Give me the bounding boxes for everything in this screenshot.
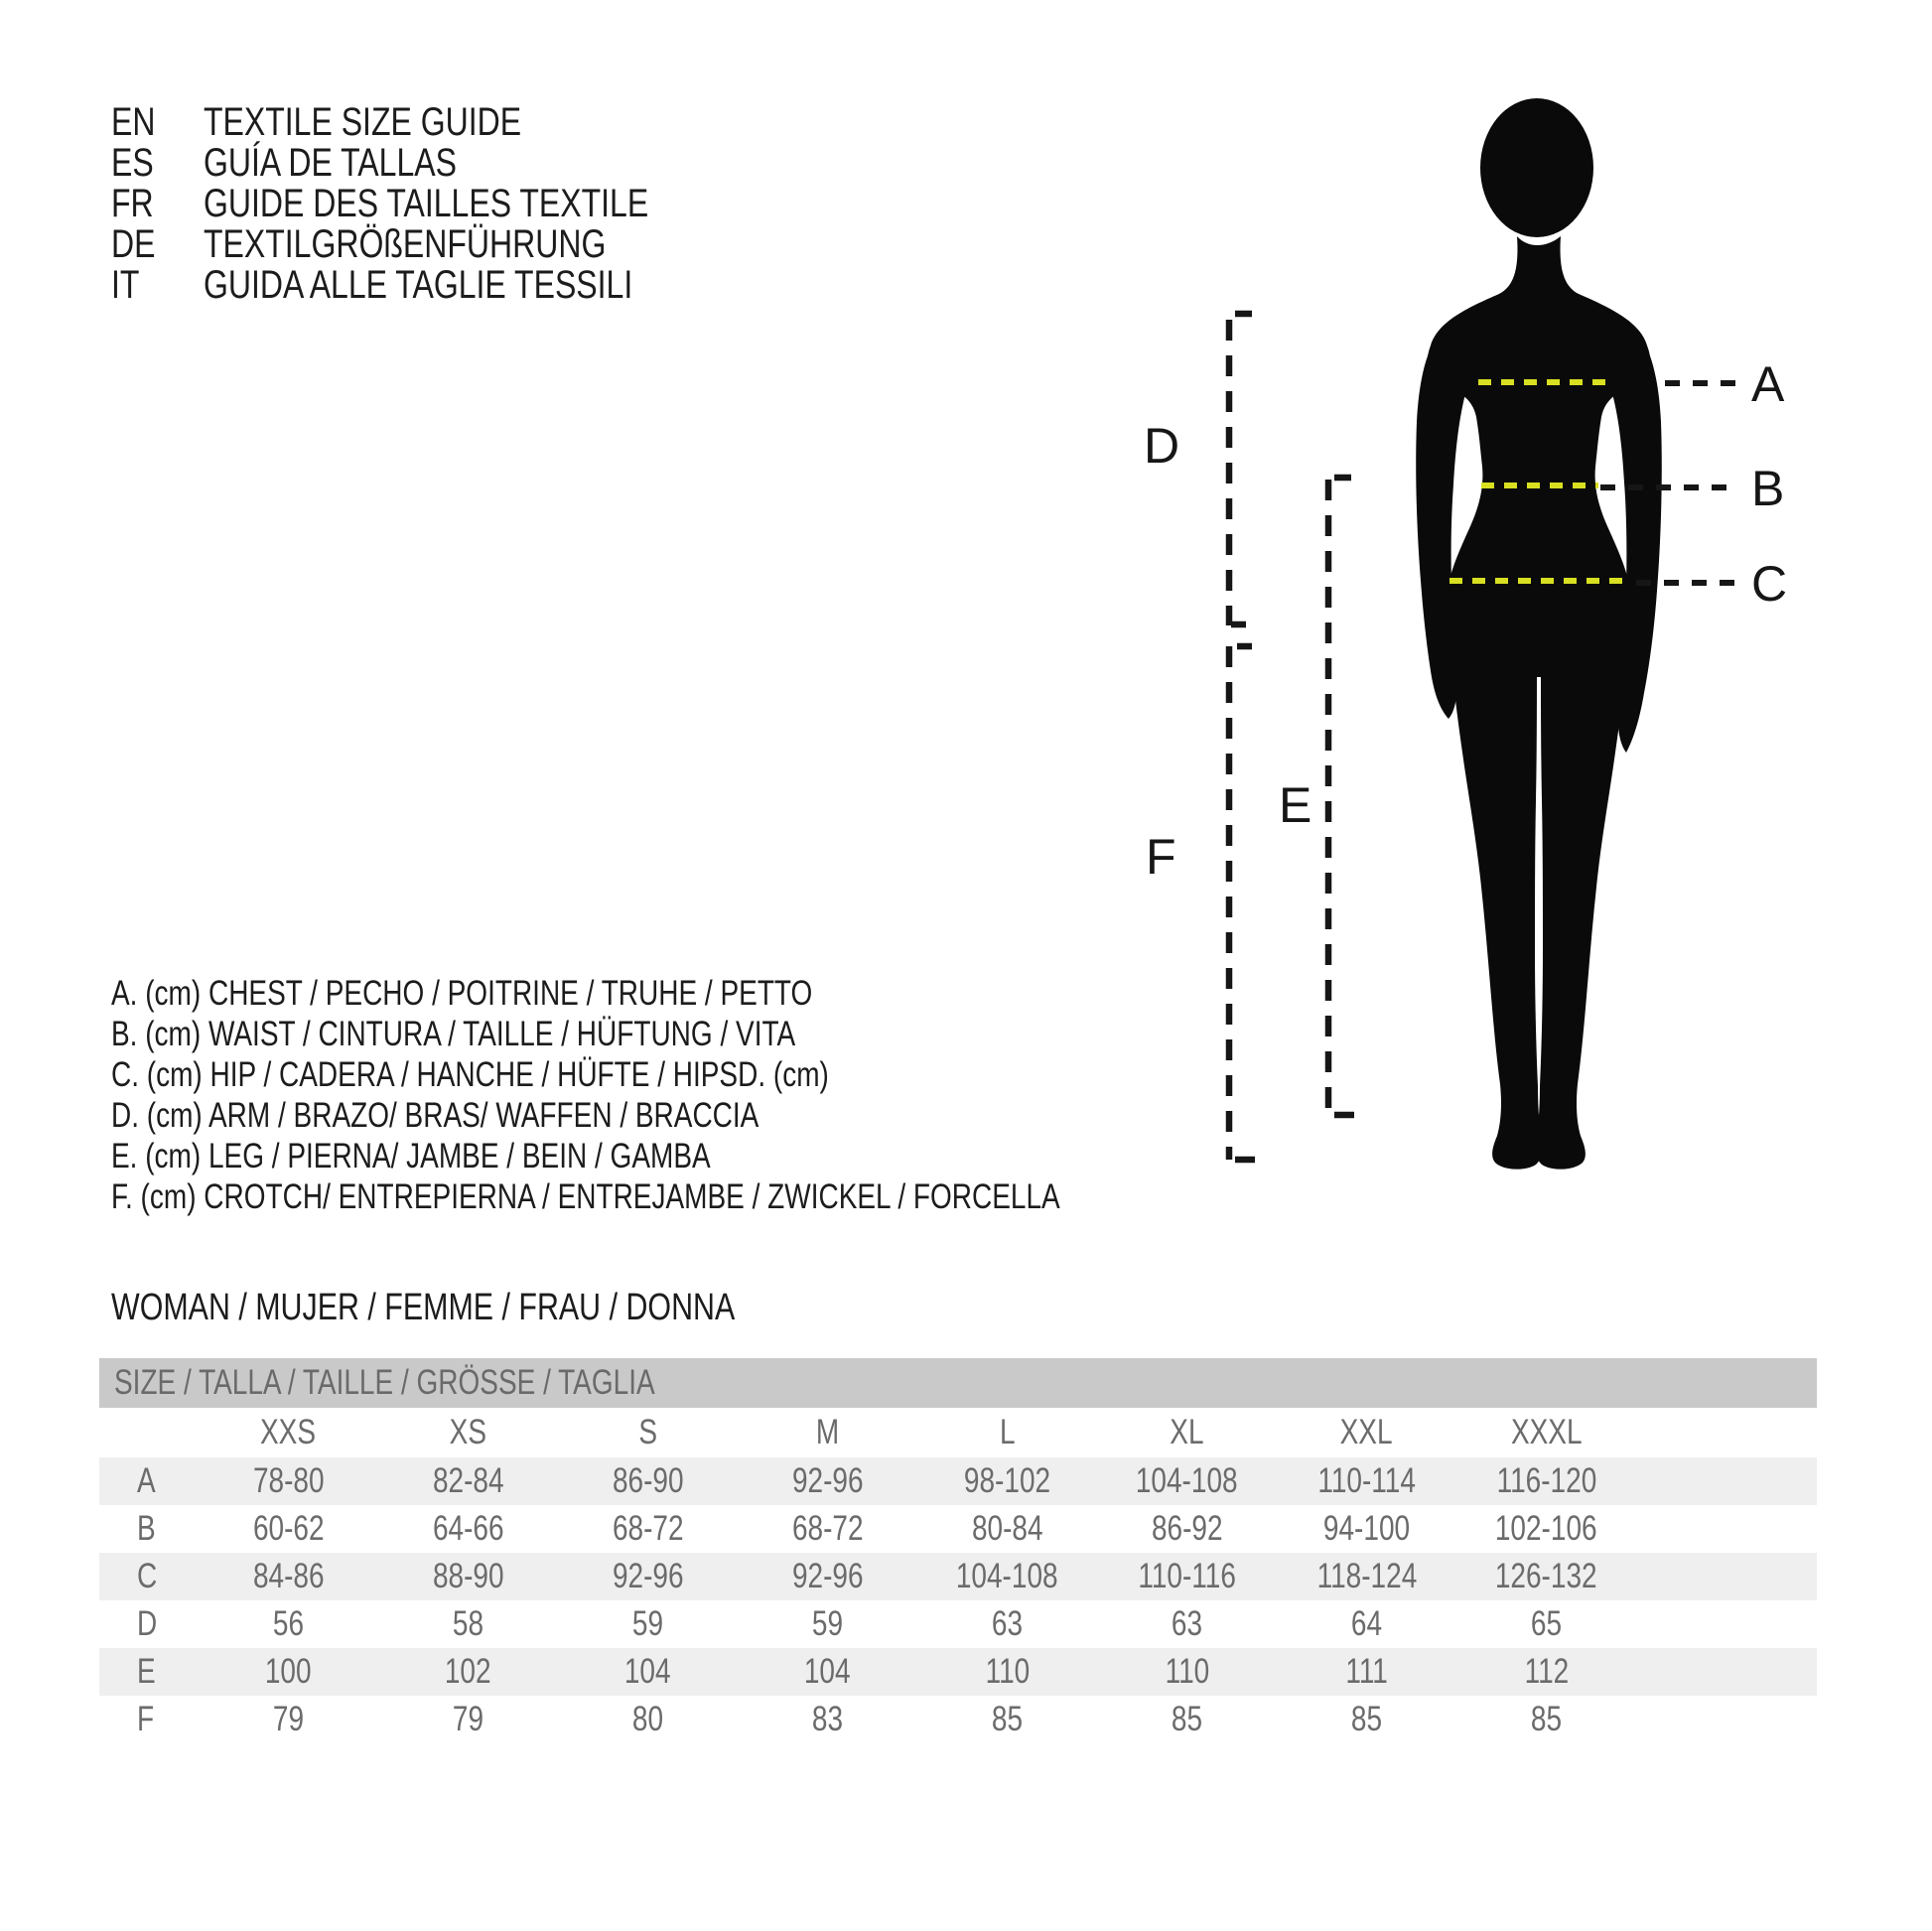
size-value-cell [378,1600,558,1648]
gender-heading-text: WOMAN / MUJER / FEMME / FRAU / DONNA [111,1287,736,1328]
size-value: 118-124 [1316,1557,1417,1595]
size-value: 80-84 [971,1509,1043,1548]
size-value-cell [738,1505,917,1553]
size-table-header-text: SIZE / TALLA / TAILLE / GRÖSSE / TAGLIA [114,1363,655,1402]
size-value: 80 [631,1700,664,1738]
legend-text: B. (cm) WAIST / CINTURA / TAILLE / HÜFTUNG / VITA [111,1015,796,1053]
language-code-text: EN [111,100,156,144]
size-value: 65 [1530,1604,1563,1643]
legend-item-chest [111,973,1298,1014]
size-col-header [199,1408,378,1457]
size-col-header [917,1408,1097,1457]
size-value: 92-96 [791,1557,864,1595]
language-code-text: IT [111,263,140,307]
size-value: 68-72 [612,1509,684,1548]
silhouette-right-leg [1535,635,1628,1170]
size-value-cell [199,1553,378,1600]
size-value: 100 [265,1652,312,1691]
size-value-cell [1456,1696,1636,1743]
language-title [204,184,759,224]
legend-item-arm [111,1095,1298,1136]
size-value-cell [1456,1648,1636,1696]
size-value: 110 [985,1652,1030,1691]
size-value: 78-80 [252,1461,325,1500]
marker-d-label: D [1144,418,1180,474]
size-value-cell [199,1696,378,1743]
language-title [204,265,740,306]
size-value-cell [917,1457,1097,1505]
size-value-cell [558,1696,738,1743]
legend-item-hip [111,1054,1298,1095]
size-value: 104-108 [1136,1461,1238,1500]
size-value: 59 [811,1604,844,1643]
size-value: 79 [452,1700,484,1738]
size-columns-row [99,1408,1817,1457]
row-label-text: B [137,1509,156,1548]
size-value-cell [558,1505,738,1553]
size-value-cell [1456,1505,1636,1553]
size-value-cell [1277,1553,1456,1600]
size-value-cell [917,1648,1097,1696]
size-value-cell [199,1505,378,1553]
size-value: 82-84 [432,1461,504,1500]
size-value: 94-100 [1322,1509,1411,1548]
size-col-header [558,1408,738,1457]
language-title [204,224,707,265]
row-label [99,1696,199,1743]
size-value: 85 [991,1700,1024,1738]
size-col-text: XXS [260,1413,317,1451]
size-col-text: XXXL [1510,1413,1583,1451]
size-col-text: L [999,1413,1016,1451]
row-label [99,1457,199,1505]
corner-cell [99,1408,199,1457]
table-row-arm [99,1600,1817,1648]
legend-item-waist [111,1014,1298,1054]
gender-heading [111,1288,891,1328]
size-value: 111 [1345,1652,1388,1691]
size-value: 126-132 [1495,1557,1597,1595]
size-value: 104 [804,1652,851,1691]
language-code [111,143,204,184]
size-value-cell [1456,1553,1636,1600]
language-row [111,102,759,143]
size-value-cell [1277,1600,1456,1648]
size-value: 110 [1165,1652,1209,1691]
size-value: 88-90 [432,1557,504,1595]
silhouette-torso [1428,236,1651,677]
size-value: 85 [1530,1700,1563,1738]
silhouette-left-leg [1449,635,1543,1170]
row-label-text: C [137,1557,158,1595]
size-value: 110-114 [1317,1461,1416,1500]
language-title [204,143,520,184]
marker-f-label: F [1146,829,1176,885]
size-col-text: XXL [1340,1413,1393,1451]
row-label [99,1553,199,1600]
size-value-cell [558,1600,738,1648]
size-value-cell [378,1457,558,1505]
row-label-text: D [137,1604,158,1643]
size-value-cell [1277,1648,1456,1696]
size-value: 58 [452,1604,484,1643]
language-code [111,102,204,143]
size-value-cell [1277,1457,1456,1505]
size-value: 63 [991,1604,1024,1643]
language-row [111,143,759,184]
woman-silhouette-figure [1416,98,1662,1170]
size-value: 104 [624,1652,671,1691]
size-value: 63 [1171,1604,1203,1643]
legend-text: A. (cm) CHEST / PECHO / POITRINE / TRUHE / PETTO [111,974,813,1013]
size-value: 86-92 [1151,1509,1223,1548]
legend-text: C. (cm) HIP / CADERA / HANCHE / HÜFTE / HIPSD. (cm) [111,1055,829,1094]
row-label-text: E [137,1652,156,1691]
size-value: 102 [445,1652,491,1691]
table-row-crotch [99,1696,1817,1743]
size-value-cell [1097,1648,1277,1696]
size-value-cell [1456,1457,1636,1505]
marker-c-label: C [1751,556,1788,612]
size-value-cell [199,1600,378,1648]
silhouette-head [1480,98,1593,237]
size-value: 92-96 [612,1557,684,1595]
language-row [111,184,759,224]
language-code-text: FR [111,182,154,225]
language-row [111,265,759,306]
marker-b-label: B [1751,461,1785,516]
size-value-cell [738,1648,917,1696]
size-value-cell [1277,1696,1456,1743]
row-label [99,1600,199,1648]
marker-e-label: E [1279,777,1312,833]
size-col-text: XS [449,1413,487,1451]
size-table [99,1358,1817,1743]
size-value-cell [1097,1553,1277,1600]
language-title-block [111,102,759,306]
size-value: 92-96 [791,1461,864,1500]
size-col-header [1456,1408,1636,1457]
size-value: 60-62 [252,1509,325,1548]
size-value-cell [378,1553,558,1600]
size-col-text: M [815,1413,840,1451]
size-col-text: S [638,1413,657,1451]
size-value-cell [378,1696,558,1743]
size-value-cell [558,1648,738,1696]
size-value-cell [1097,1696,1277,1743]
language-code [111,184,204,224]
size-value: 85 [1171,1700,1203,1738]
legend-text: F. (cm) CROTCH/ ENTREPIERNA / ENTREJAMBE / ZWICKEL / FORCELLA [111,1177,1060,1216]
size-value: 79 [272,1700,305,1738]
table-row-leg [99,1648,1817,1696]
marker-a-label: A [1751,356,1785,412]
language-row [111,224,759,265]
size-col-header [1097,1408,1277,1457]
size-value: 85 [1350,1700,1383,1738]
size-col-text: XL [1170,1413,1204,1451]
size-value: 64 [1350,1604,1383,1643]
size-col-header [738,1408,917,1457]
language-title-text: TEXTILE SIZE GUIDE [204,100,522,144]
size-value-cell [917,1696,1097,1743]
table-row-chest [99,1457,1817,1505]
size-value: 59 [631,1604,664,1643]
row-label [99,1648,199,1696]
language-title-text: GUIDA ALLE TAGLIE TESSILI [204,263,633,307]
size-value-cell [917,1600,1097,1648]
language-code-text: ES [111,141,154,185]
size-col-header [1277,1408,1456,1457]
size-value: 64-66 [432,1509,504,1548]
legend-item-leg [111,1136,1298,1176]
language-title-text: GUÍA DE TALLAS [204,141,457,185]
size-value: 83 [811,1700,844,1738]
row-label-text: F [137,1700,155,1738]
language-title-text: TEXTILGRÖßENFÜHRUNG [204,222,607,266]
size-value-cell [199,1648,378,1696]
language-code [111,265,204,306]
size-value-cell [558,1553,738,1600]
row-label [99,1505,199,1553]
legend-text: E. (cm) LEG / PIERNA/ JAMBE / BEIN / GAMBA [111,1137,711,1175]
size-value-cell [917,1505,1097,1553]
measurement-legend [111,973,1298,1217]
language-code [111,224,204,265]
size-value-cell [1456,1600,1636,1648]
size-value-cell [378,1505,558,1553]
size-value: 68-72 [791,1509,864,1548]
language-title-text: GUIDE DES TAILLES TEXTILE [204,182,649,225]
size-col-header [378,1408,558,1457]
size-value-cell [558,1457,738,1505]
size-value-cell [1277,1505,1456,1553]
size-value: 56 [272,1604,305,1643]
size-value: 98-102 [963,1461,1051,1500]
size-value-cell [1097,1457,1277,1505]
language-code-text: DE [111,222,156,266]
size-value-cell [738,1696,917,1743]
size-value-cell [917,1553,1097,1600]
legend-text: D. (cm) ARM / BRAZO/ BRAS/ WAFFEN / BRACCIA [111,1096,759,1135]
size-value-cell [199,1457,378,1505]
size-value: 86-90 [612,1461,684,1500]
size-value-cell [738,1600,917,1648]
size-value: 104-108 [956,1557,1058,1595]
row-label-text: A [137,1461,156,1500]
size-value: 116-120 [1496,1461,1596,1500]
size-value-cell [378,1648,558,1696]
size-value-cell [738,1457,917,1505]
language-title [204,102,601,143]
size-table-header-bar [99,1358,1817,1408]
size-value: 112 [1524,1652,1569,1691]
table-row-waist [99,1505,1817,1553]
table-row-hip [99,1553,1817,1600]
size-value-cell [1097,1600,1277,1648]
size-value: 102-106 [1495,1509,1597,1548]
size-value-cell [738,1553,917,1600]
legend-item-crotch [111,1176,1298,1217]
size-value: 110-116 [1138,1557,1236,1595]
size-value-cell [1097,1505,1277,1553]
size-value: 84-86 [252,1557,325,1595]
